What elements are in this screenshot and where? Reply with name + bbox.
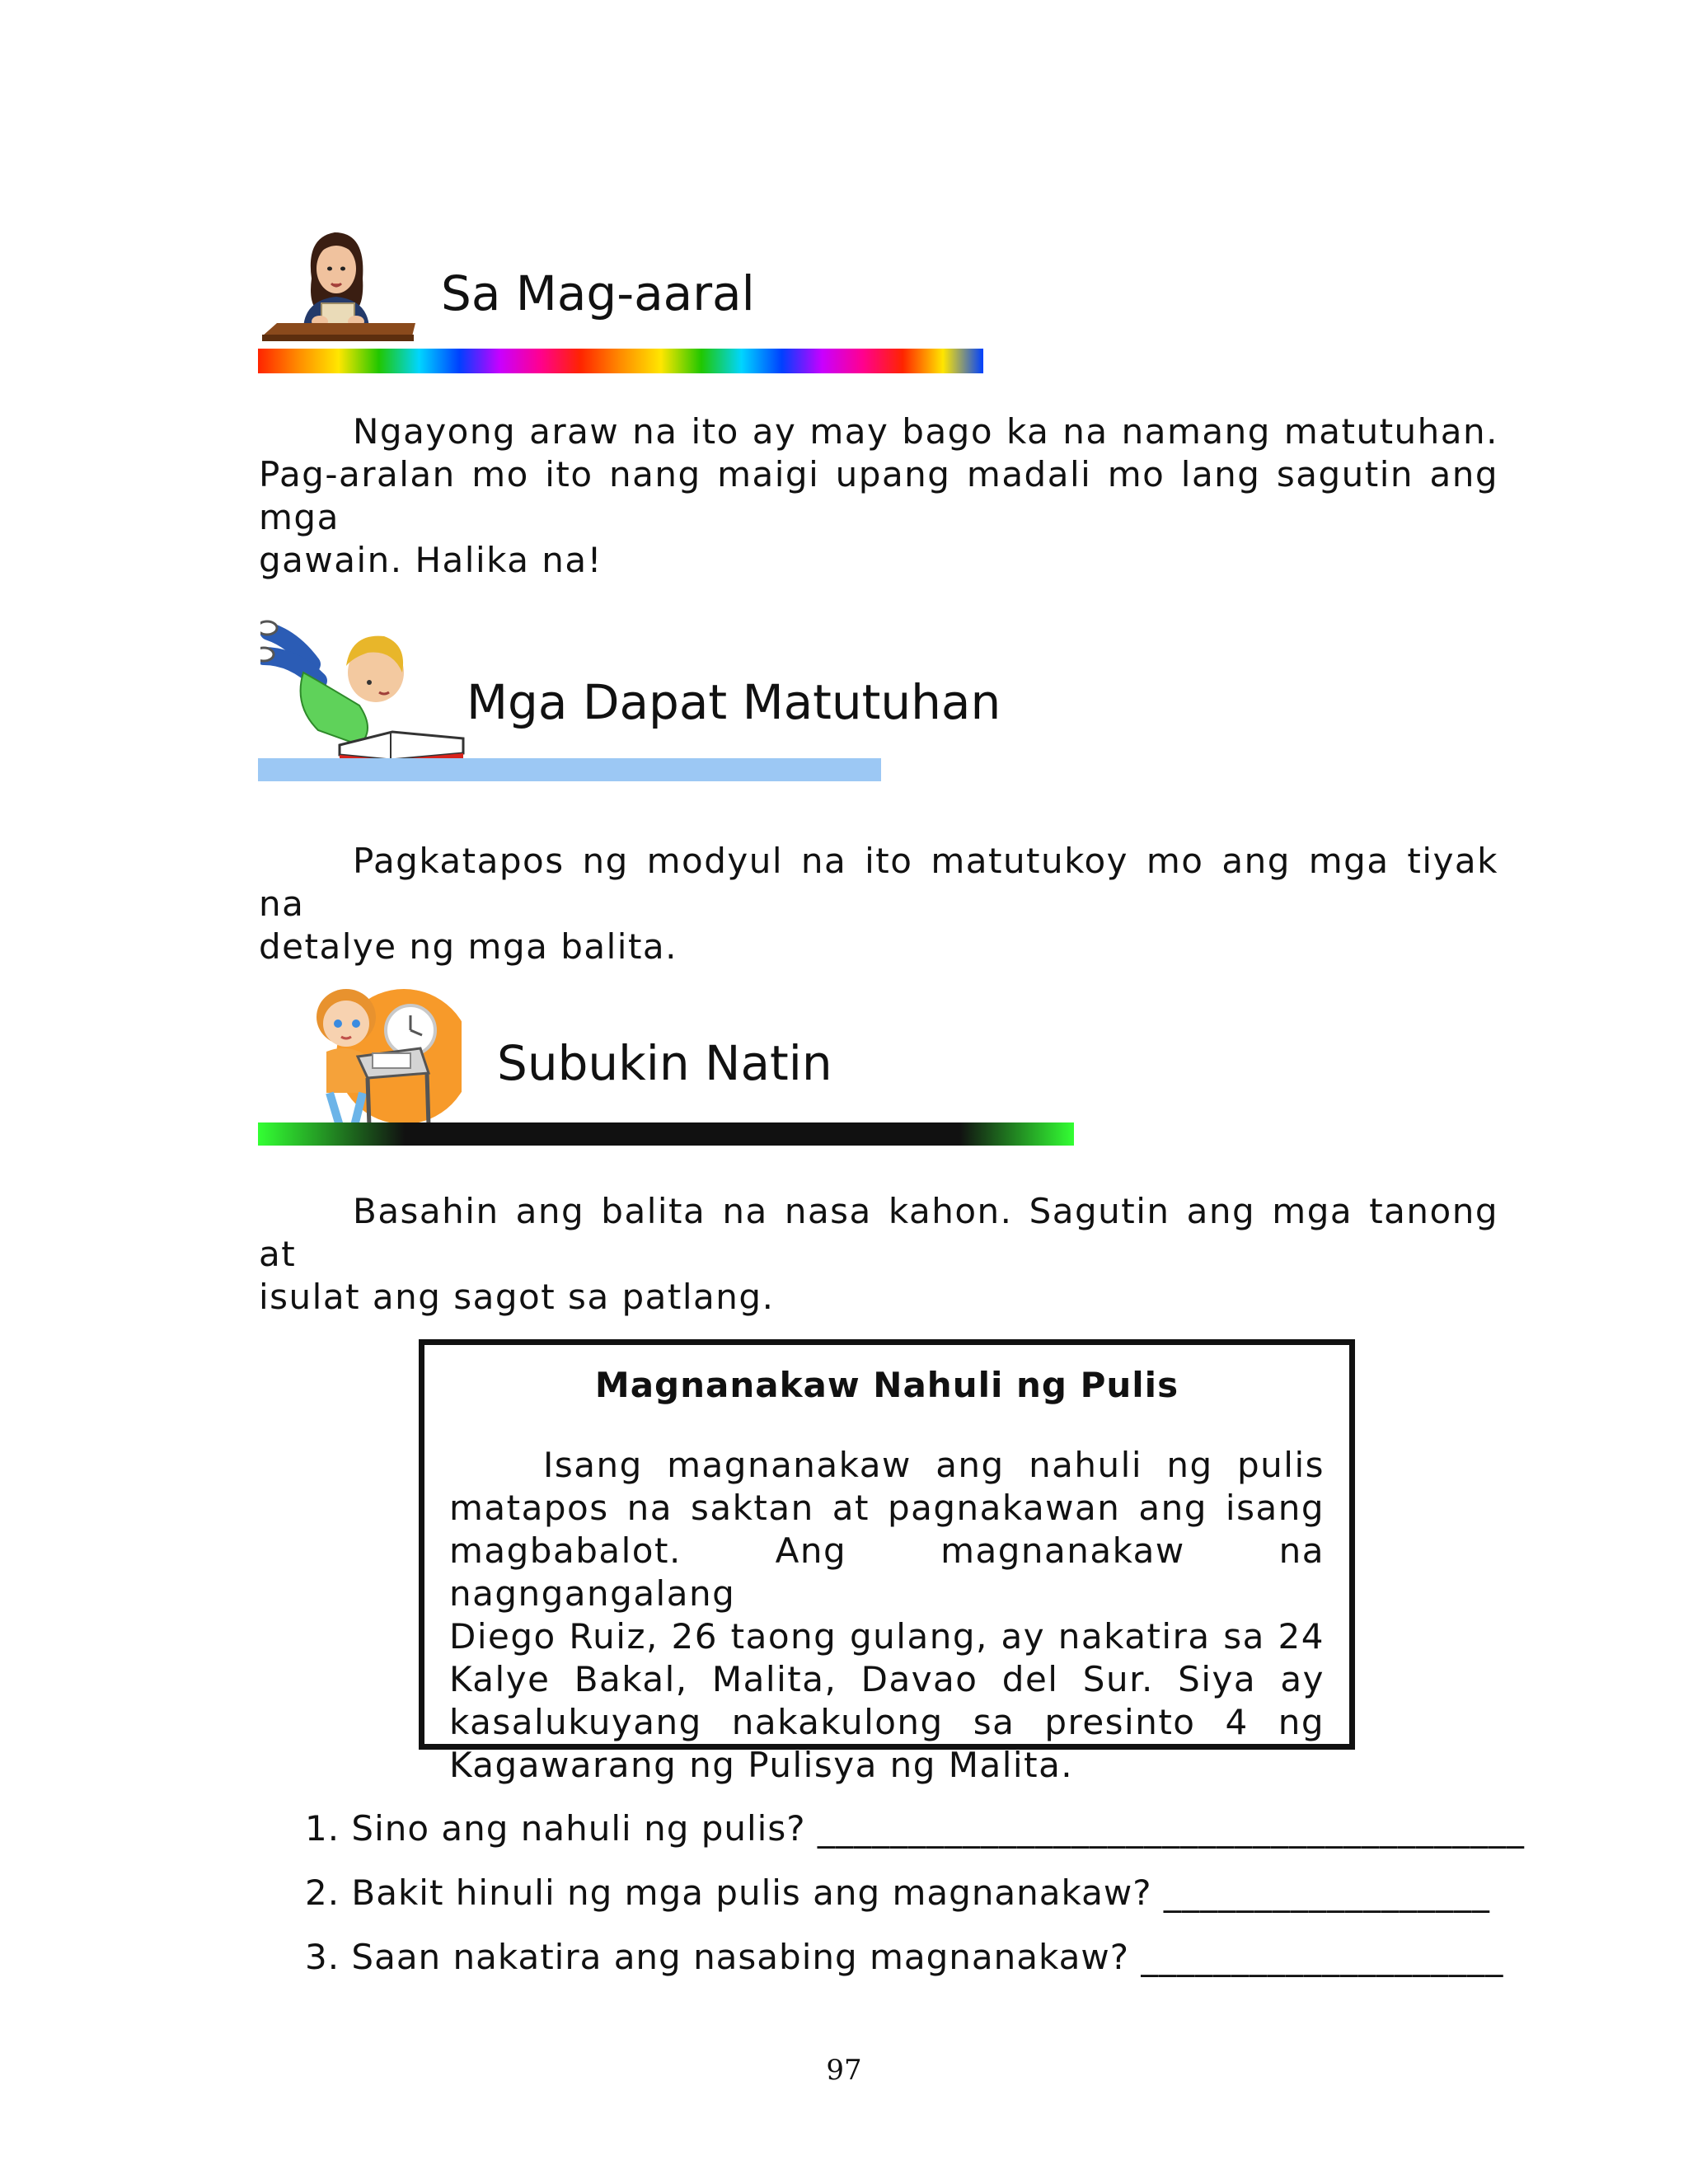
intro-line-2: Pag-aralan mo ito nang maigi upang madali mo lang sagutin ang mga: [259, 454, 1498, 537]
news-story-box: [419, 1339, 1355, 1785]
page-number: 97: [826, 2054, 862, 2087]
rainbow-divider-bar: [258, 349, 983, 373]
instruction-line-1: Basahin ang balita na nasa kahon. Sagutin ang mga tanong at: [259, 1191, 1498, 1274]
green-black-divider-bar: [258, 1122, 1074, 1146]
question-1: 1. Sino ang nahuli ng pulis? _______________________________________: [305, 1808, 1525, 1849]
news-line-2: matapos na saktan at pagnakawan ang isang: [449, 1488, 1325, 1528]
boy-reading-book-icon: [260, 607, 467, 767]
blue-divider-bar: [258, 758, 881, 781]
news-line-3: magbabalot. Ang magnanakaw na nagngangalang: [449, 1530, 1325, 1614]
news-story-title: Magnanakaw Nahuli ng Pulis: [594, 1365, 1179, 1405]
instruction-paragraph: [259, 1190, 1498, 1319]
section-title-subukin-natin: Subukin Natin: [497, 1035, 832, 1091]
news-line-4: Diego Ruiz, 26 taong gulang, ay nakatira sa 24: [449, 1616, 1325, 1657]
news-line-1: Isang magnanakaw ang nahuli ng pulis: [543, 1445, 1325, 1485]
question-3: 3. Saan nakatira ang nasabing magnanakaw? ____________________: [305, 1937, 1504, 1977]
news-line-7: Kagawarang ng Pulisya ng Malita.: [449, 1745, 1074, 1785]
intro-line-3: gawain. Halika na!: [259, 540, 603, 580]
instruction-line-2: isulat ang sagot sa patlang.: [259, 1277, 775, 1317]
intro-line-1: Ngayong araw na ito ay may bago ka na namang matutuhan.: [353, 411, 1498, 452]
news-story-body: [449, 1444, 1325, 1787]
objective-paragraph: [259, 840, 1498, 968]
intro-paragraph: [259, 410, 1498, 582]
teacher-at-desk-icon: [260, 221, 417, 344]
objective-line-1: Pagkatapos ng modyul na ito matutukoy mo ang mga tiyak na: [259, 841, 1498, 924]
girl-writing-clock-icon: [297, 969, 462, 1130]
section-title-mag-aaral: Sa Mag-aaral: [441, 265, 755, 321]
news-line-5: Kalye Bakal, Malita, Davao del Sur. Siya ay: [449, 1659, 1325, 1699]
question-2: 2. Bakit hinuli ng mga pulis ang magnanakaw? __________________: [305, 1872, 1490, 1913]
objective-line-2: detalye ng mga balita.: [259, 926, 678, 967]
section-title-dapat-matutuhan: Mga Dapat Matutuhan: [467, 674, 1001, 730]
news-line-6: kasalukuyang nakakulong sa presinto 4 ng: [449, 1702, 1325, 1742]
